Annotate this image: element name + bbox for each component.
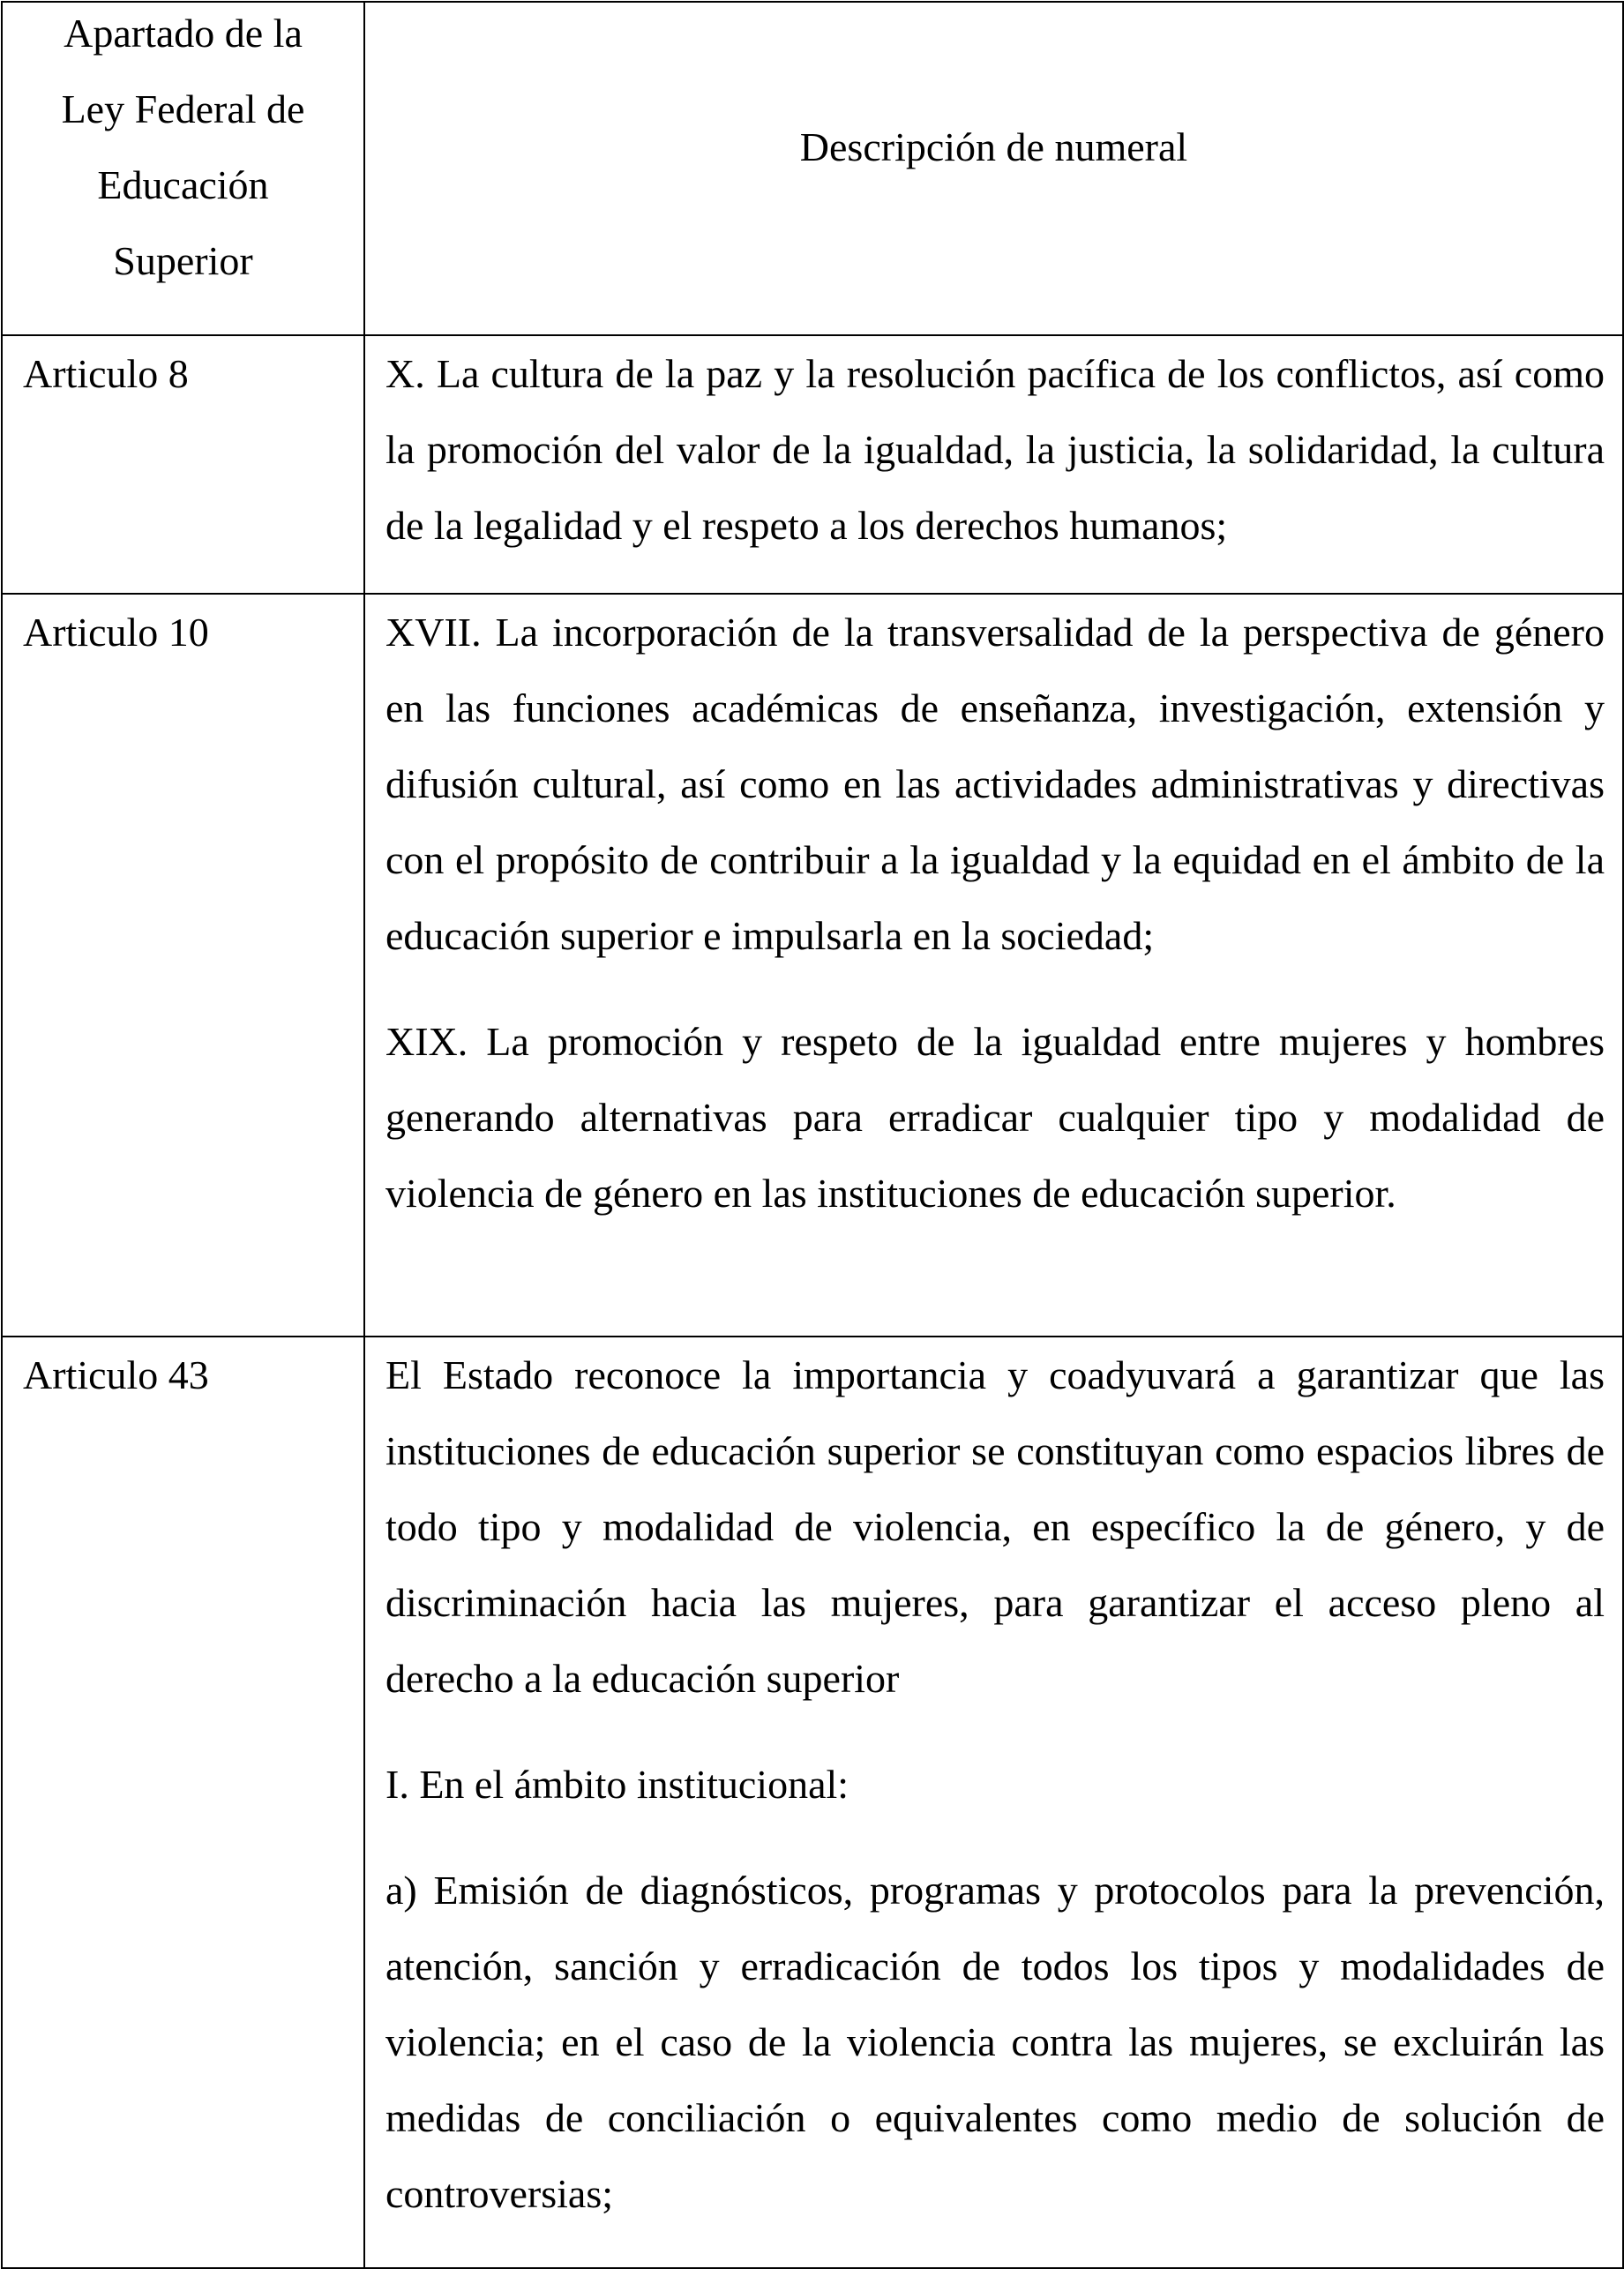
header-text: Descripción de numeral xyxy=(799,124,1188,169)
table-header-row xyxy=(2,2,1623,335)
description-cell xyxy=(364,594,1623,1337)
description-paragraph: a) Emisión de diagnósticos, programas y protocolos para la prevención, atención, sanción y erradicación de todos los tipos y modalidades de violencia; en el caso de la violencia contra las mujeres, se excluirán las medidas de conciliación o equivalentes como medio de solución de controversias; xyxy=(385,1868,1605,2216)
header-line: Educación xyxy=(97,162,269,207)
law-table xyxy=(1,1,1624,2269)
article-label: Articulo 8 xyxy=(23,351,189,396)
article-label: Articulo 43 xyxy=(23,1352,209,1397)
description-paragraph: X. La cultura de la paz y la resolución pacífica de los conflictos, así como la promoción del valor de la igualdad, la justicia, la solidaridad, la cultura de la legalidad y el respeto a los derechos humanos; xyxy=(385,351,1605,548)
header-cell-descripcion xyxy=(364,2,1623,335)
table-row xyxy=(2,1337,1623,2268)
header-line: Ley Federal de xyxy=(61,86,305,131)
description-cell xyxy=(364,1337,1623,2268)
description-paragraph: El Estado reconoce la importancia y coadyuvará a garantizar que las instituciones de educación superior se constituyan como espacios libres de todo tipo y modalidad de violencia, en específico la de género, y de discriminación hacia las mujeres, para garantizar el acceso pleno al derecho a la educación superior xyxy=(385,1352,1605,1701)
article-label: Articulo 10 xyxy=(23,610,209,655)
table-row xyxy=(2,594,1623,1337)
header-cell-apartado xyxy=(2,2,364,335)
description-cell xyxy=(364,335,1623,594)
description-paragraph: I. En el ámbito institucional: xyxy=(385,1762,849,1807)
description-paragraph: XIX. La promoción y respeto de la igualdad entre mujeres y hombres generando alternativas para erradicar cualquier tipo y modalidad de violencia de género en las instituciones de educación superior. xyxy=(385,1019,1605,1216)
description-paragraph: XVII. La incorporación de la transversalidad de la perspectiva de género en las funciones académicas de enseñanza, investigación, extensión y difusión cultural, así como en las actividades administrativas y directivas con el propósito de contribuir a la igualdad y la equidad en el ámbito de la educación superior e impulsarla en la sociedad; xyxy=(385,610,1605,958)
article-cell xyxy=(2,594,364,1337)
header-line: Superior xyxy=(113,238,253,283)
header-line: Apartado de la xyxy=(64,11,303,56)
article-cell xyxy=(2,335,364,594)
article-cell xyxy=(2,1337,364,2268)
table-row xyxy=(2,335,1623,594)
